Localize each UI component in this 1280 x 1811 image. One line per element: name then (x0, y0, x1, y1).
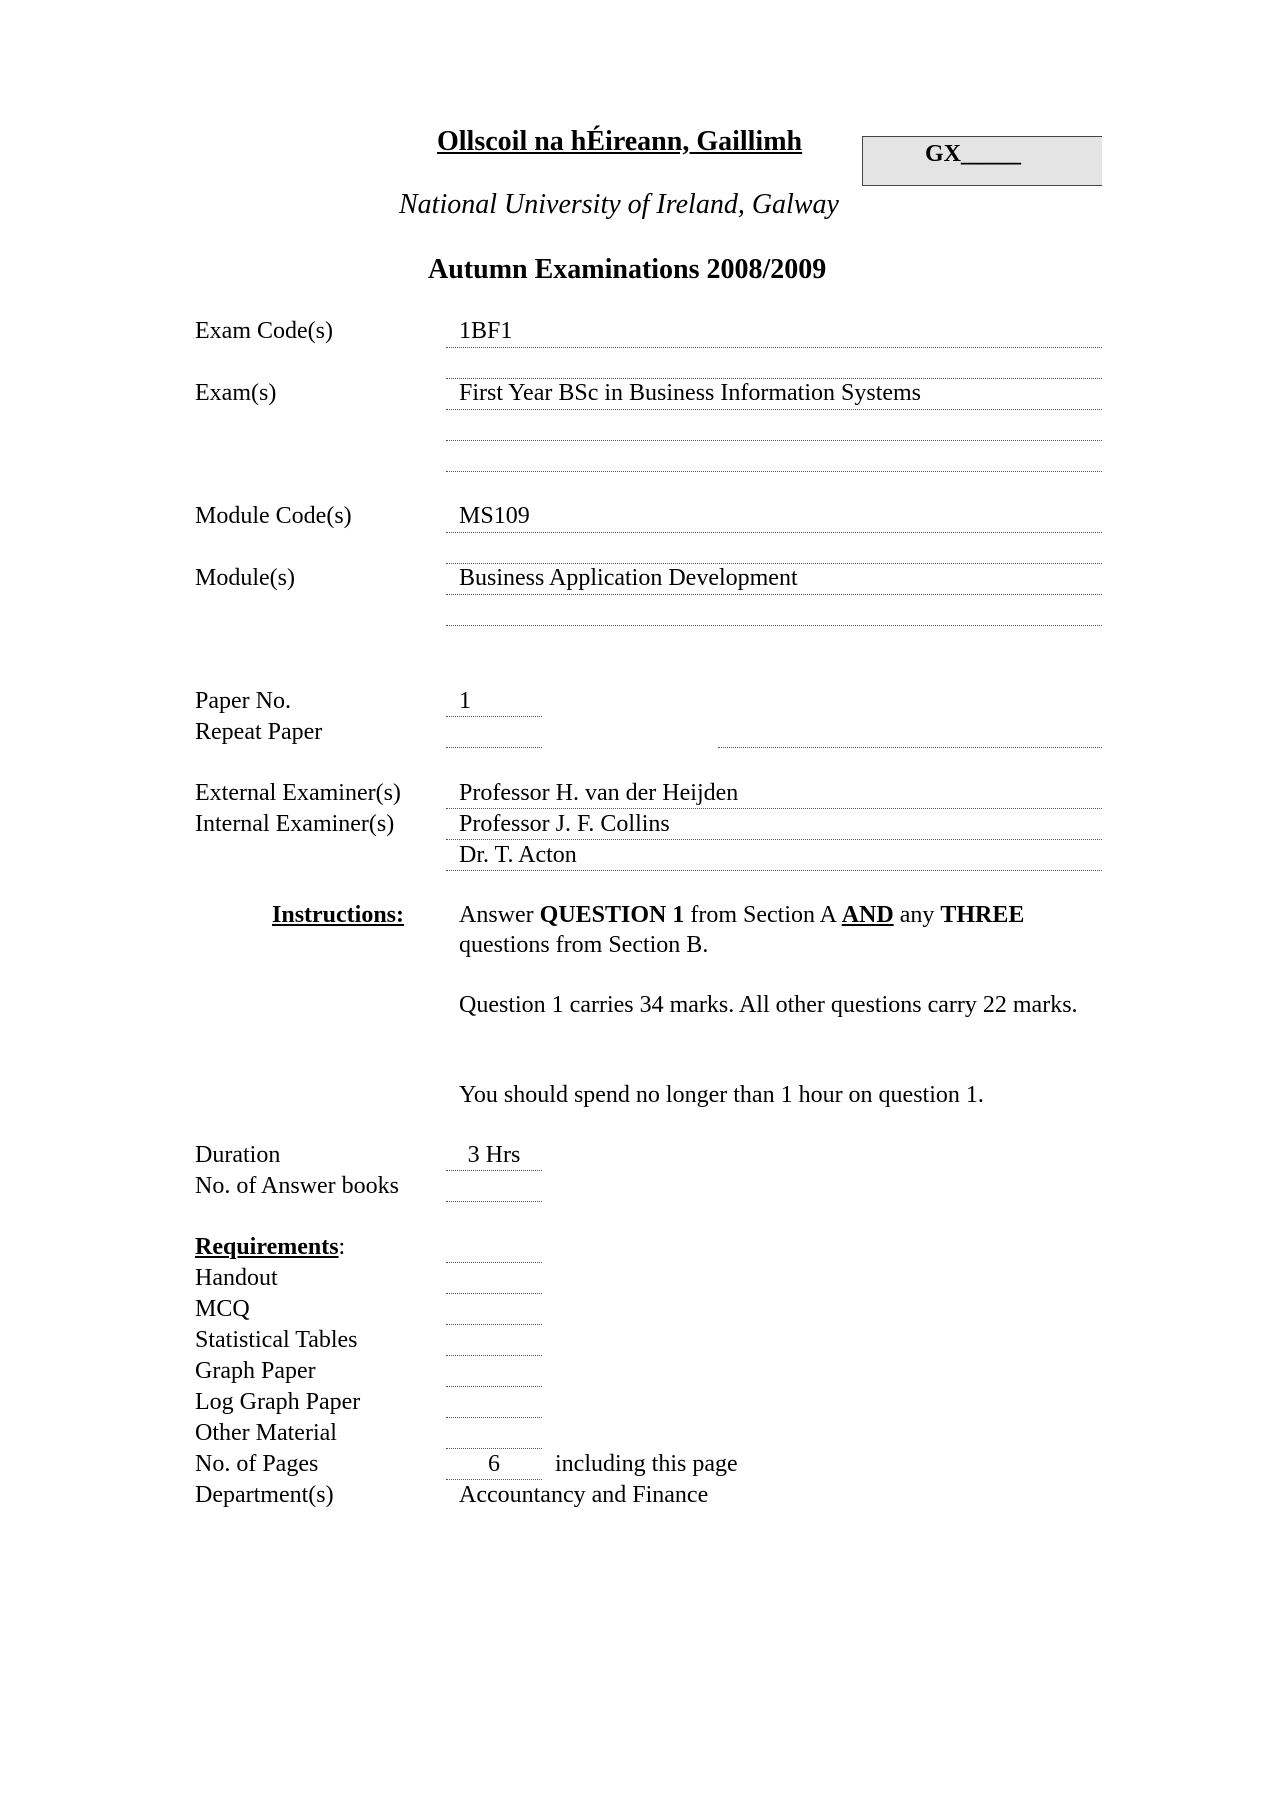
pages-suffix: including this page (555, 1451, 738, 1477)
gx-label: GX_____ (925, 141, 1021, 167)
dotted-line (718, 747, 1102, 748)
dotted-line (446, 808, 1102, 809)
text: questions from Section B. (459, 932, 709, 958)
other-material-label: Other Material (195, 1420, 337, 1446)
university-name-english: National University of Ireland, Galway (399, 189, 839, 220)
departments-value: Accountancy and Finance (459, 1482, 709, 1508)
text: Answer (459, 902, 540, 928)
dotted-line (446, 1293, 542, 1294)
dotted-line (446, 625, 1102, 626)
dotted-line (446, 870, 1102, 871)
dotted-line (446, 532, 1102, 533)
pages-value: 6 (488, 1451, 500, 1477)
exam-codes-value: 1BF1 (459, 318, 513, 344)
instructions-para-3: You should spend no longer than 1 hour on question 1. (459, 1082, 984, 1108)
instructions-label: Instructions: (272, 902, 405, 928)
emphasis-three: THREE (940, 902, 1025, 928)
emphasis-question-1: QUESTION 1 (539, 902, 685, 928)
dotted-line (446, 1386, 542, 1387)
colon: : (338, 1234, 346, 1260)
duration-value: 3 Hrs (467, 1142, 521, 1168)
exams-label: Exam(s) (195, 380, 277, 406)
university-name-irish: Ollscoil na hÉireann, Gaillimh (437, 126, 803, 157)
dotted-line (446, 409, 1102, 410)
answer-books-label: No. of Answer books (195, 1173, 399, 1199)
requirements-label (195, 1234, 345, 1261)
pages-label: No. of Pages (195, 1451, 319, 1477)
dotted-line (446, 747, 542, 748)
module-codes-value: MS109 (459, 503, 530, 529)
instructions-para-2: Question 1 carries 34 marks. All other questions carry 22 marks. (459, 992, 1078, 1018)
handout-label: Handout (195, 1265, 278, 1291)
module-codes-label: Module Code(s) (195, 503, 352, 529)
dotted-line (446, 594, 1102, 595)
emphasis-and: AND (841, 902, 894, 928)
dotted-line (446, 563, 1102, 564)
dotted-line (446, 1262, 542, 1263)
dotted-line (446, 471, 1102, 472)
requirements-heading: Requirements (195, 1234, 339, 1260)
exam-codes-label: Exam Code(s) (195, 318, 333, 344)
dotted-line (446, 1170, 542, 1171)
dotted-line (446, 716, 542, 717)
exams-value: First Year BSc in Business Information Systems (459, 380, 922, 406)
external-examiner-1: Professor H. van der Heijden (459, 780, 739, 806)
text: from Section A (684, 902, 842, 928)
modules-label: Module(s) (195, 565, 295, 591)
modules-value: Business Application Development (459, 565, 798, 591)
exam-session-title: Autumn Examinations 2008/2009 (428, 254, 827, 285)
dotted-line (446, 1479, 542, 1480)
paper-no-value: 1 (459, 688, 471, 714)
duration-label: Duration (195, 1142, 281, 1168)
paper-no-label: Paper No. (195, 688, 291, 714)
text: any (893, 902, 941, 928)
departments-label: Department(s) (195, 1482, 334, 1508)
statistical-tables-label: Statistical Tables (195, 1327, 358, 1353)
internal-examiner-2: Dr. T. Acton (459, 842, 577, 868)
dotted-line (446, 1324, 542, 1325)
repeat-paper-label: Repeat Paper (195, 719, 323, 745)
dotted-line (446, 839, 1102, 840)
external-examiners-label: External Examiner(s) (195, 780, 401, 806)
graph-paper-label: Graph Paper (195, 1358, 316, 1384)
dotted-line (446, 1417, 542, 1418)
instructions-para-1 (459, 900, 1099, 960)
internal-examiner-1: Professor J. F. Collins (459, 811, 670, 837)
dotted-line (446, 378, 1102, 379)
mcq-label: MCQ (195, 1296, 250, 1322)
dotted-line (446, 347, 1102, 348)
dotted-line (446, 1448, 542, 1449)
dotted-line (446, 1201, 542, 1202)
dotted-line (446, 1355, 542, 1356)
internal-examiners-label: Internal Examiner(s) (195, 811, 395, 837)
log-graph-paper-label: Log Graph Paper (195, 1389, 361, 1415)
dotted-line (446, 440, 1102, 441)
